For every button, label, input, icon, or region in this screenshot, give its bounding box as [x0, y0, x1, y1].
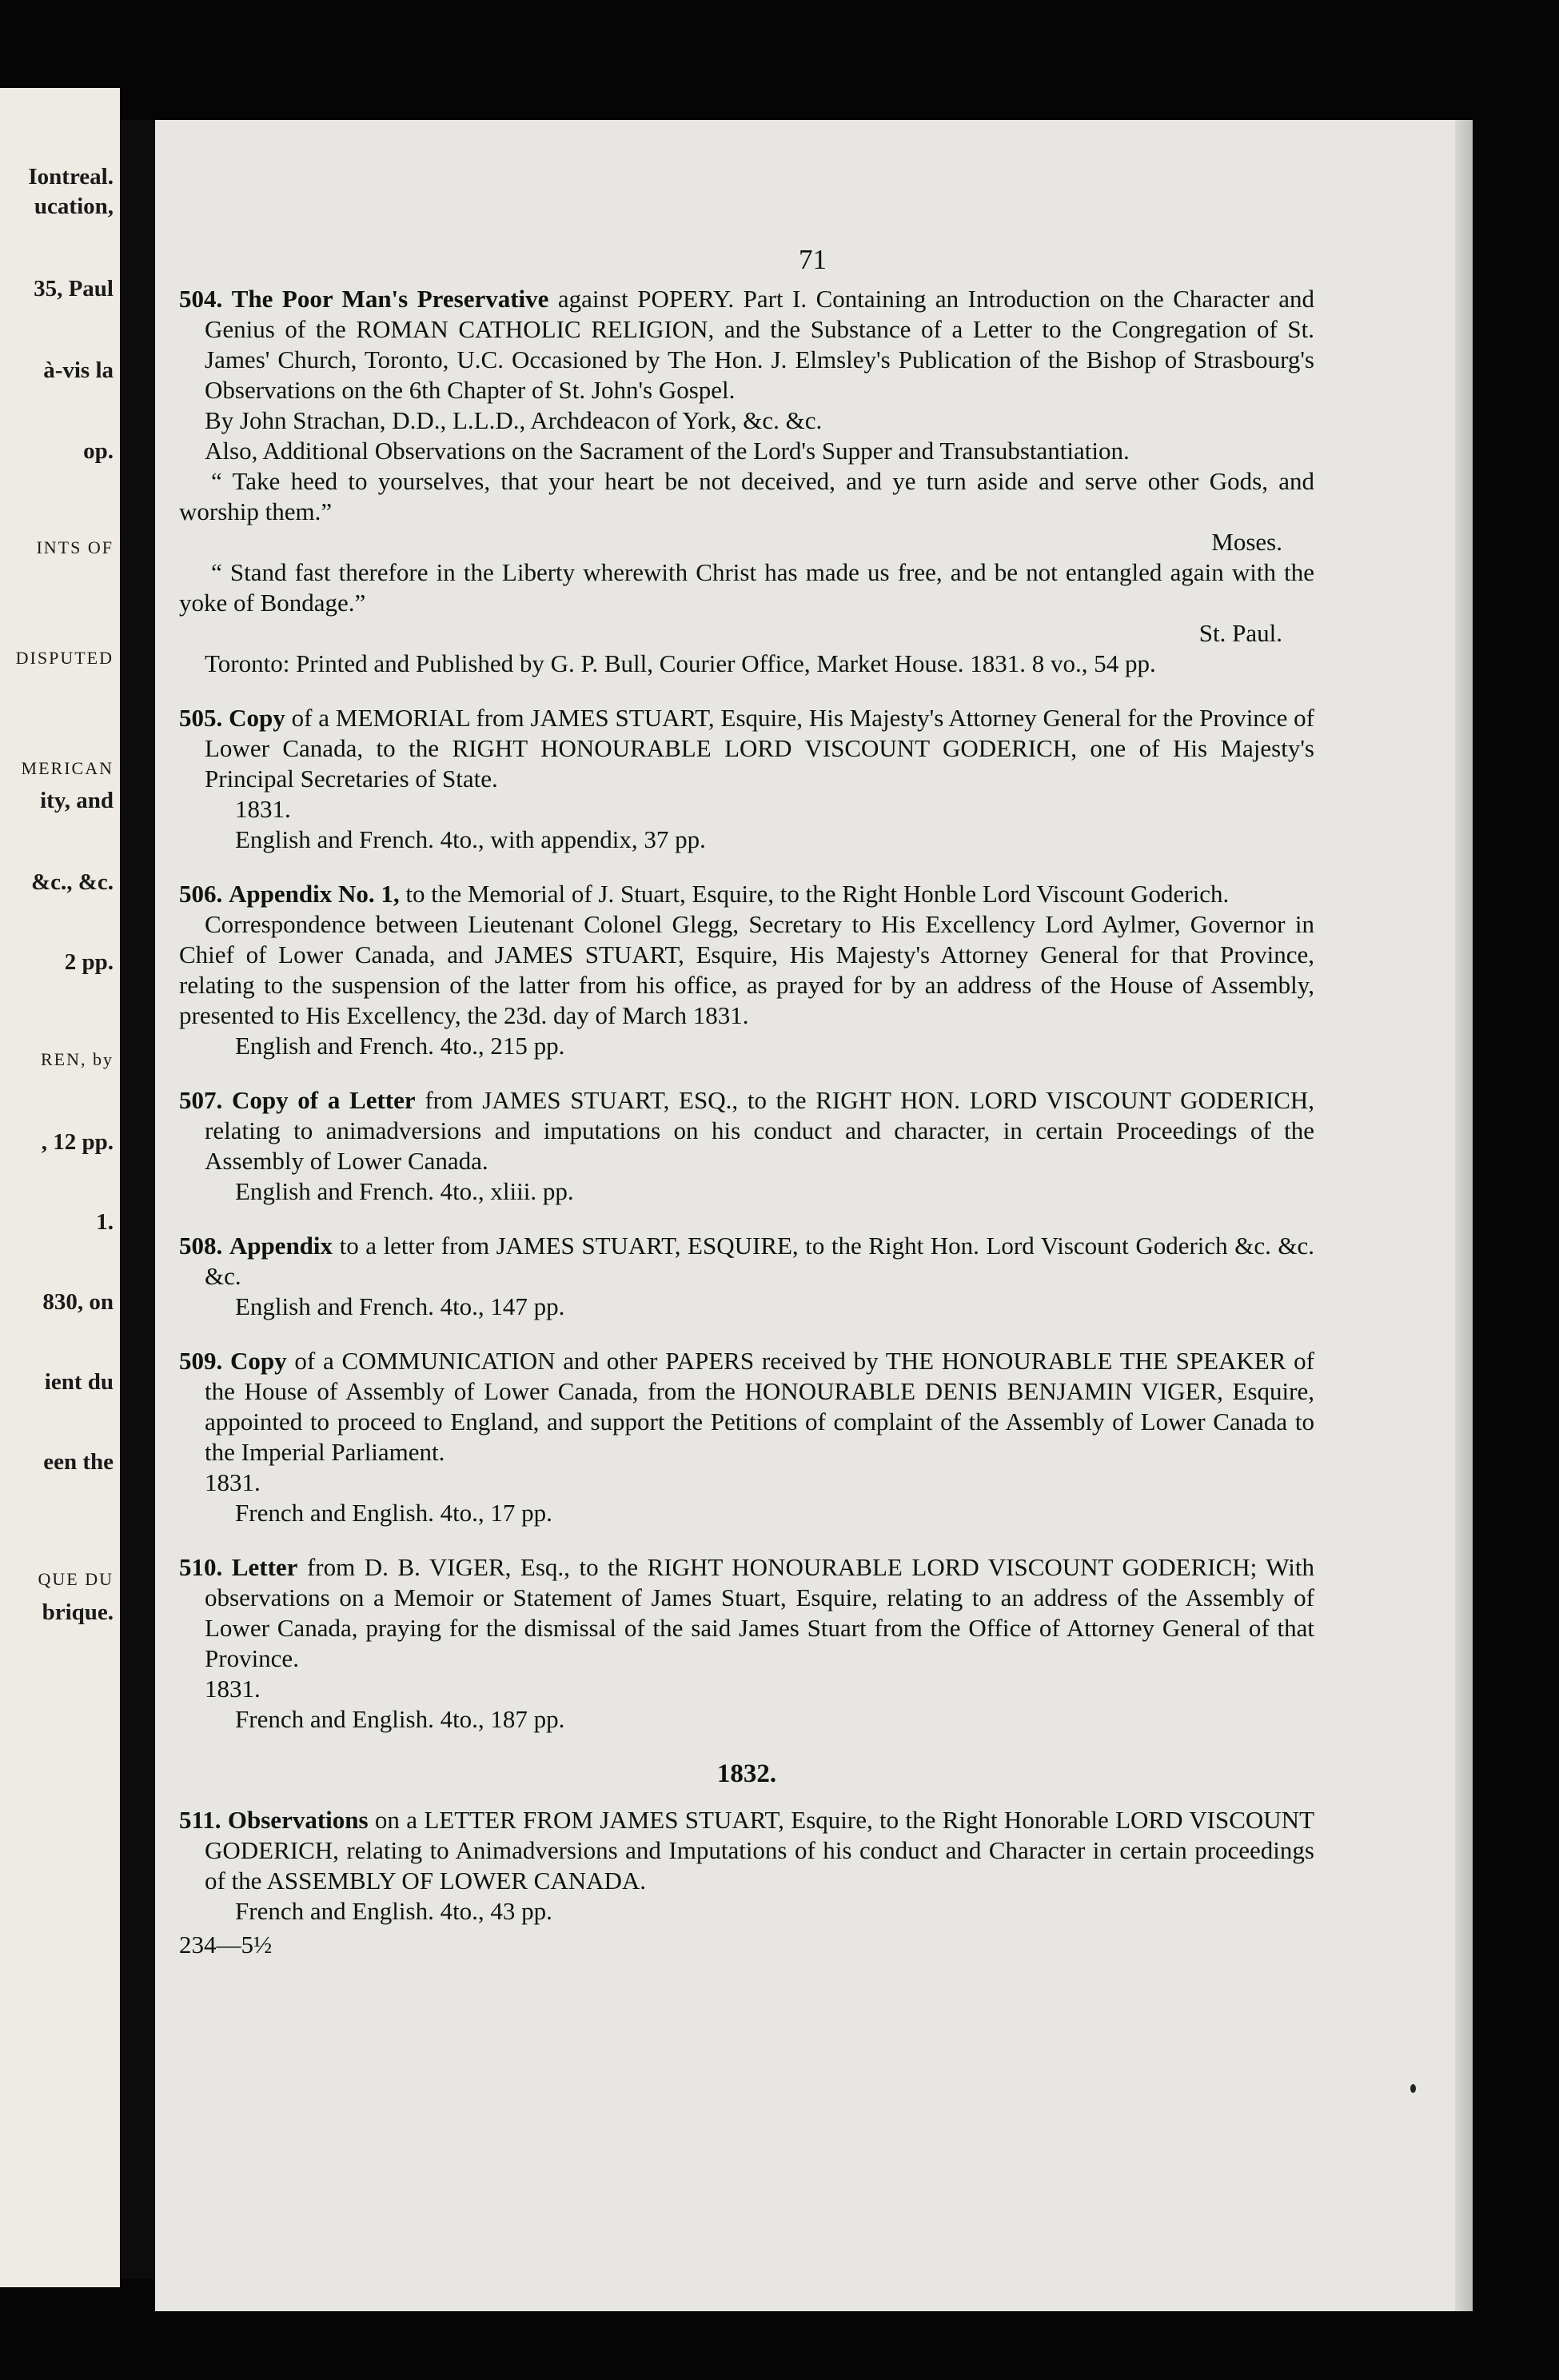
entry-number: 510. [179, 1553, 223, 1581]
entry-note: Also, Additional Observations on the Sacrament of the Lord's Supper and Transubstantiation. [205, 437, 1130, 465]
facing-page-line: QUE DU [38, 1569, 114, 1589]
entry-number: 508. [179, 1232, 223, 1260]
entry-description: against POPERY. Part I. Containing an Introduction on the Character and Genius of the ROMAN CATHOLIC RELIGION, and the Substance of a Letter to the Congregation of St. James' Church, Toronto, U.C. Occasioned by The Hon. J. Elmsley's Publication of the Bishop of Strasbourg's Observations on the 6th Chapter of St. John's Gospel. [205, 285, 1314, 404]
facing-page-line: ient du [44, 1369, 114, 1395]
page-number: 71 [799, 244, 827, 275]
entry-title: Copy [230, 1347, 287, 1375]
entry-year: 1831. [235, 795, 291, 823]
entry-title: Appendix No. 1, [229, 880, 400, 908]
entry-language: English and French. 4to., 215 pp. [235, 1032, 565, 1060]
entry-year: 1831. [205, 1468, 261, 1496]
entry-title: The Poor Man's Preservative [231, 285, 549, 313]
entry-510 [179, 1552, 1314, 1735]
entry-number: 505. [179, 704, 223, 732]
facing-page-line: ity, and [40, 788, 114, 813]
entry-title: Appendix [229, 1232, 333, 1260]
entry-language: English and French. 4to., with appendix, 37 pp. [235, 825, 706, 853]
entry-504 [179, 284, 1314, 679]
facing-page-line: 830, on [42, 1289, 114, 1315]
book-page [155, 120, 1470, 2311]
facing-page-line: op. [83, 438, 114, 464]
entry-506 [179, 879, 1314, 1061]
facing-page-line: een the [43, 1449, 114, 1475]
quote-attribution: St. Paul. [1198, 619, 1282, 647]
quote-attribution: Moses. [1211, 528, 1282, 556]
entry-title: Letter [231, 1553, 298, 1581]
facing-page-line: à-vis la [43, 357, 114, 383]
entry-description: of a COMMUNICATION and other PAPERS received by THE HONOURABLE THE SPEAKER of the House of Assembly of Lower Canada, from the HONOURABLE DENIS BENJAMIN VIGER, Esquire, appointed to proceed to England, and support the Petitions of complaint of the Assembly of Lower Canada to the Imperial Parliament. [205, 1347, 1314, 1466]
entry-body: Correspondence between Lieutenant Colonel Glegg, Secretary to His Excellency Lord Aylmer, Governor in Chief of Lower Canada, and JAMES STUART, Esquire, His Majesty's Attorney General for that Province, relating to the suspension of the latter from his office, as prayed for by an address of the House of Assembly, presented to His Excellency, the 23d. day of March 1831. [179, 910, 1314, 1029]
entry-description: from D. B. VIGER, Esq., to the RIGHT HONOURABLE LORD VISCOUNT GODERICH; With observations on a Memoir or Statement of James Stuart, Esquire, relating to an address of the Assembly of Lower Canada, praying for the dismissal of the said James Stuart from the Office of Attorney General of that Province. [205, 1553, 1315, 1672]
entry-509 [179, 1346, 1314, 1528]
entry-author: By John Strachan, D.D., L.L.D., Archdeacon of York, &c. &c. [205, 406, 823, 434]
entry-description: to the Memorial of J. Stuart, Esquire, to the Right Honble Lord Viscount Goderich. [399, 880, 1230, 908]
facing-page-line: 35, Paul [34, 276, 114, 301]
entry-507 [179, 1085, 1314, 1207]
facing-page-line: ucation, [34, 194, 114, 219]
facing-page-line: REN, by [41, 1049, 114, 1069]
entry-number: 509. [179, 1347, 223, 1375]
entry-511 [179, 1805, 1314, 1927]
page-content [179, 284, 1314, 1985]
entry-title: Copy of a Letter [231, 1086, 416, 1114]
facing-page-line: Iontreal. [28, 164, 114, 190]
entry-description: on a LETTER FROM JAMES STUART, Esquire, to the Right Honorable LORD VISCOUNT GODERICH, relating to Animadversions and Imputations of his conduct and Character in certain proceedings of the ASSEMBLY OF LOWER CANADA. [205, 1806, 1315, 1895]
entry-508 [179, 1231, 1314, 1322]
entry-number: 511. [179, 1806, 221, 1834]
entry-description: from JAMES STUART, ESQ., to the RIGHT HON. LORD VISCOUNT GODERICH, relating to animadversions and imputations on his conduct and character, in certain Proceedings of the Assembly of Lower Canada. [205, 1086, 1315, 1175]
facing-page-line: DISPUTED [15, 648, 114, 668]
entry-description: to a letter from JAMES STUART, ESQUIRE, to the Right Hon. Lord Viscount Goderich &c. &c. &c. [205, 1232, 1315, 1290]
entry-number: 507. [179, 1086, 223, 1114]
page-edge-shadow [1455, 120, 1473, 2311]
entry-language: French and English. 4to., 187 pp. [235, 1705, 565, 1733]
entry-description: of a MEMORIAL from JAMES STUART, Esquire, His Majesty's Attorney General for the Province of Lower Canada, to the RIGHT HONOURABLE LORD VISCOUNT GODERICH, one of His Majesty's Principal Secretaries of State. [205, 704, 1315, 793]
entry-language: French and English. 4to., 43 pp. [235, 1897, 552, 1925]
ink-speck [1410, 2084, 1416, 2093]
facing-page-line: 2 pp. [64, 949, 114, 975]
facing-page-line: INTS OF [36, 537, 114, 557]
entry-number: 504. [179, 285, 223, 313]
section-year: 1832. [716, 1759, 777, 1788]
entry-quote: “ Stand fast therefore in the Liberty wherewith Christ has made us free, and be not entangled again with the yoke of Bondage.” [179, 558, 1314, 617]
entry-number: 506. [179, 880, 223, 908]
entry-language: English and French. 4to., 147 pp. [235, 1292, 565, 1320]
entry-505 [179, 703, 1314, 855]
entry-title: Copy [229, 704, 285, 732]
entry-imprint: Toronto: Printed and Published by G. P. Bull, Courier Office, Market House. 1831. 8 vo., 54 pp. [205, 649, 1156, 677]
entry-year: 1831. [205, 1675, 261, 1703]
entry-title: Observations [227, 1806, 369, 1834]
printer-signature: 234—5½ [179, 1931, 273, 1959]
facing-page-fragment [0, 88, 120, 2287]
book-gutter [120, 120, 157, 2279]
facing-page-line: MERICAN [21, 758, 114, 778]
facing-page-line: &c., &c. [30, 869, 114, 895]
facing-page-line: 1. [96, 1209, 114, 1235]
facing-page-line: , 12 pp. [41, 1129, 114, 1155]
entry-language: French and English. 4to., 17 pp. [235, 1499, 552, 1527]
facing-page-line: brique. [42, 1599, 114, 1625]
entry-quote: “ Take heed to yourselves, that your heart be not deceived, and ye turn aside and serve other Gods, and worship them.” [179, 467, 1314, 525]
entry-language: English and French. 4to., xliii. pp. [235, 1177, 574, 1205]
